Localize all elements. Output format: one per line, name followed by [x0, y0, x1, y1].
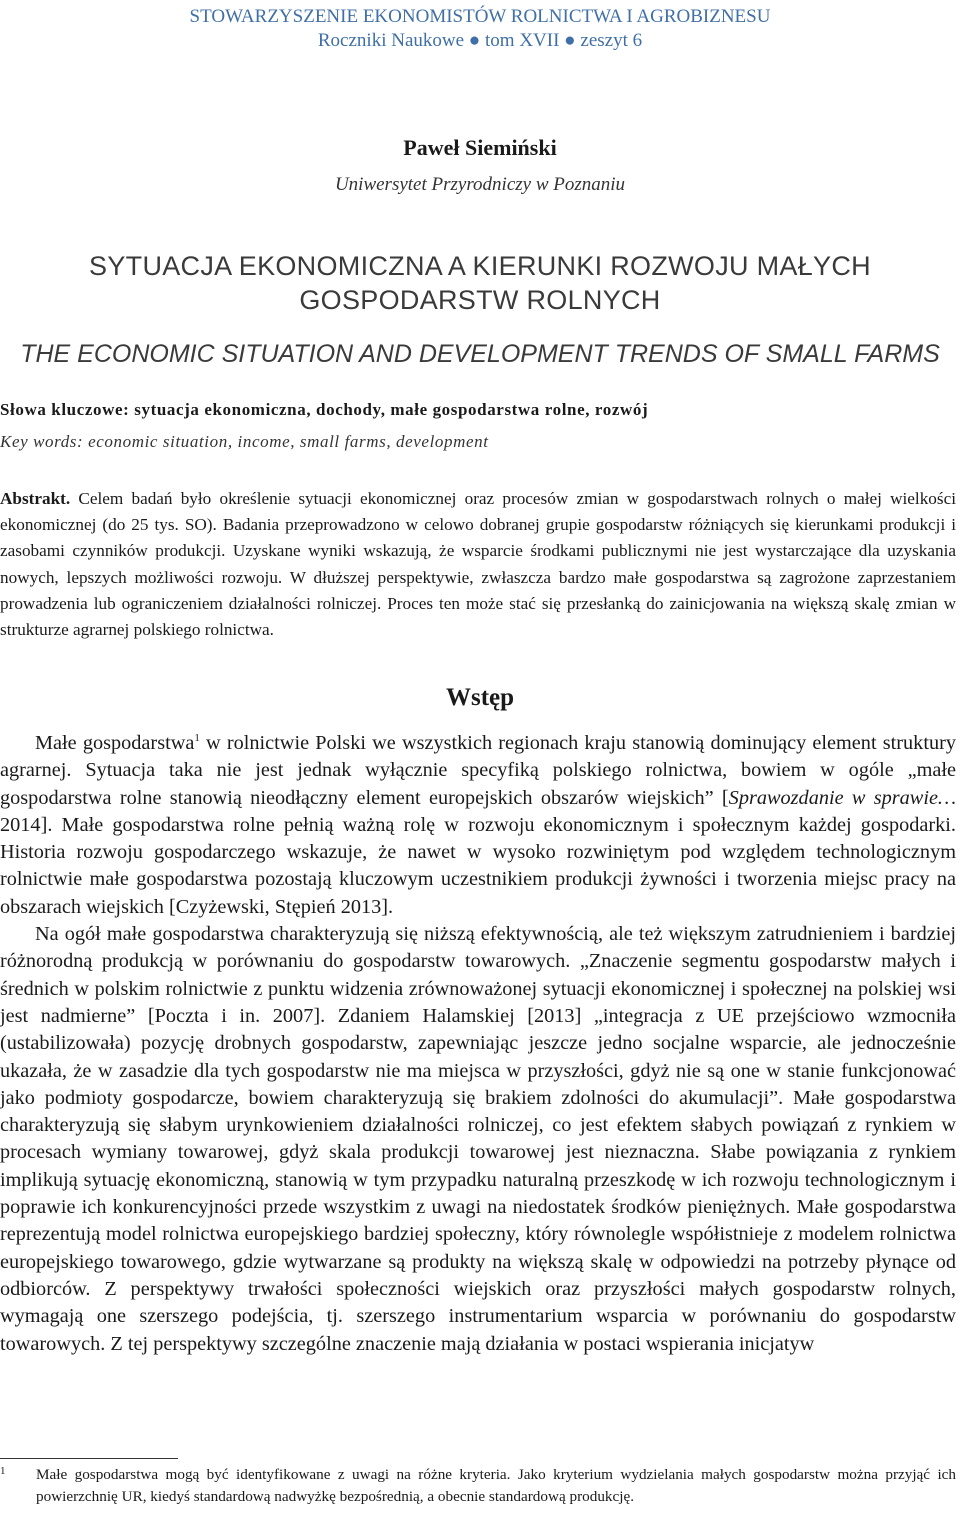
journal-issue: Roczniki Naukowe ● tom XVII ● zeszyt 6 [317, 30, 643, 51]
author-name: Paweł Siemiński [403, 135, 557, 160]
title-polish-line-2: GOSPODARSTW ROLNYCH [299, 285, 661, 315]
author-affiliation: Uniwersytet Przyrodniczy w Poznaniu [334, 174, 626, 195]
footnote-divider [0, 1458, 178, 1459]
journal-society: STOWARZYSZENIE EKONOMISTÓW ROLNICTWA I AGROBIZNESU [189, 6, 771, 27]
section-title: Wstęp [445, 684, 515, 711]
title-polish-line-1: SYTUACJA EKONOMICZNA A KIERUNKI ROZWOJU MAŁYCH [89, 251, 871, 281]
keywords-english: Key words: economic situation, income, small farms, development [0, 432, 489, 451]
paragraph-1-mid: w rolnictwie Polski we wszystkich regionach kraju stanowią dominujący element struktury agrarnej. Sytuacja taka nie jest jednak wyłącznie specyfiką polskiego rolnictwa, bowiem w ogóle „małe gospodarstwa rolne stanowią nieodłączny element europejskich obszarów wiejskich” [ [0, 732, 956, 809]
abstract-label: Abstrakt. [0, 489, 71, 508]
paragraph-1-start: Małe gospodarstwa [35, 732, 195, 754]
body-text [0, 730, 956, 1358]
paragraph-2: Na ogół małe gospodarstwa charakteryzują się niższą efektywnością, ale też większym zatrudnieniem i bardziej różnorodną produkcją w porównaniu do gospodarstw towarowych. „Znaczenie segmentu gospodarstw małych i średnich w polskim rolnictwie z punktu widzenia zrównoważonej sytuacji ekonomicznej i społecznej na polskiej wsi jest nadmierne” [Poczta i in. 2007]. Zdaniem Halamskiej [2013] „integracja z UE przejściowo wzmocniła (ustabilizowała) pozycję drobnych gospodarstw, zapewniając jeszcze jedno socjalne wsparcie, ale jednocześnie ukazała, że w zasadzie dla tych gospodarstw nie ma miejsca w przyszłości, gdyż nie są one w stanie funkcjonować jako podmioty gospodarcze, bowiem charakteryzują się brakiem zdolności do akumulacji”. Małe gospodarstwa charakteryzują się słabym urynkowieniem działalności rolniczej, co jest efektem słabych powiązań z rynkiem w procesach wymiany towarowej, gdyż skala produkcji towarowej jest nieznaczna. Słabe powiązania z rynkiem implikują sytuację ekonomiczną, stanowią w tym przypadku naturalną przeszkodę w ich rozwoju technologicznym i poprawie ich konkurencyjności przede wszystkim z uwagi na niedostatek środków pieniężnych. Małe gospodarstwa reprezentują model rolnictwa europejskiego bardziej społeczny, który równolegle współistnieje z modelem rolnictwa europejskiego towarowego, gdzie wytwarzane są produkty na większą skalę w odpowiedzi na potrzeby płynące od odbiorców. Z perspektywy trwałości społeczności wiejskich oraz przyszłości małych gospodarstw rolnych, wymagają one szerszego podejścia, tj. szerszego instrumentarium wsparcia w porównaniu do gospodarstw towarowych. Z tej perspektywy szczególne znaczenie mają działania w postaci wspierania inicjatyw [0, 923, 956, 1355]
citation-italic: Sprawozdanie w sprawie… [728, 786, 956, 809]
title-english: THE ECONOMIC SITUATION AND DEVELOPMENT TRENDS OF SMALL FARMS [20, 340, 940, 368]
footnote-number: 1 [0, 1465, 6, 1477]
footnote-text: Małe gospodarstwa mogą być identyfikowane z uwagi na różne kryteria. Jako kryterium wydzielania małych gospodarstw można przyjąć ich powierzchnię UR, kiedyś standardową nadwyżkę bezpośrednią, a obecnie standardową produkcję. [36, 1466, 956, 1505]
footnote-ref[interactable]: 1 [194, 732, 200, 745]
paragraph-1-end: 2014]. Małe gospodarstwa rolne pełnią ważną rolę w rozwoju ekonomicznym i społecznym każdej gospodarki. Historia rozwoju gospodarczego wskazuje, że nawet w wysoko rozwiniętym pod względem technologicznym rolnictwie małe gospodarstwa pozostają kluczowym uczestnikiem produkcji żywności i tworzenia miejsc pracy na obszarach wiejskich [Czyżewski, Stępień 2013]. [0, 813, 956, 918]
keywords-polish: Słowa kluczowe: sytuacja ekonomiczna, dochody, małe gospodarstwa rolne, rozwój [0, 400, 649, 419]
abstract-text: Celem badań było określenie sytuacji ekonomicznej oraz procesów zmian w gospodarstwach rolnych o małej wielkości ekonomicznej (do 25 tys. SO). Badania przeprowadzono w celowo dobranej grupie gospodarstw różniących się kierunkami produkcji i zasobami czynników produkcji. Uzyskane wyniki wskazują, że wsparcie środkami publicznymi nie jest wystarczające dla uzyskania nowych, lepszych możliwości rozwoju. W dłuższej perspektywie, zwłaszcza bardzo małe gospodarstwa są zagrożone zaprzestaniem prowadzenia lub ograniczeniem działalności rolniczej. Proces ten może stać się przesłanką do zainicjowania na większą skalę zmian w strukturze agrarnej polskiego rolnictwa. [0, 489, 956, 640]
footnote [0, 1464, 956, 1508]
paragraph-1 [0, 730, 956, 921]
abstract [0, 486, 956, 643]
title-polish [0, 249, 960, 317]
